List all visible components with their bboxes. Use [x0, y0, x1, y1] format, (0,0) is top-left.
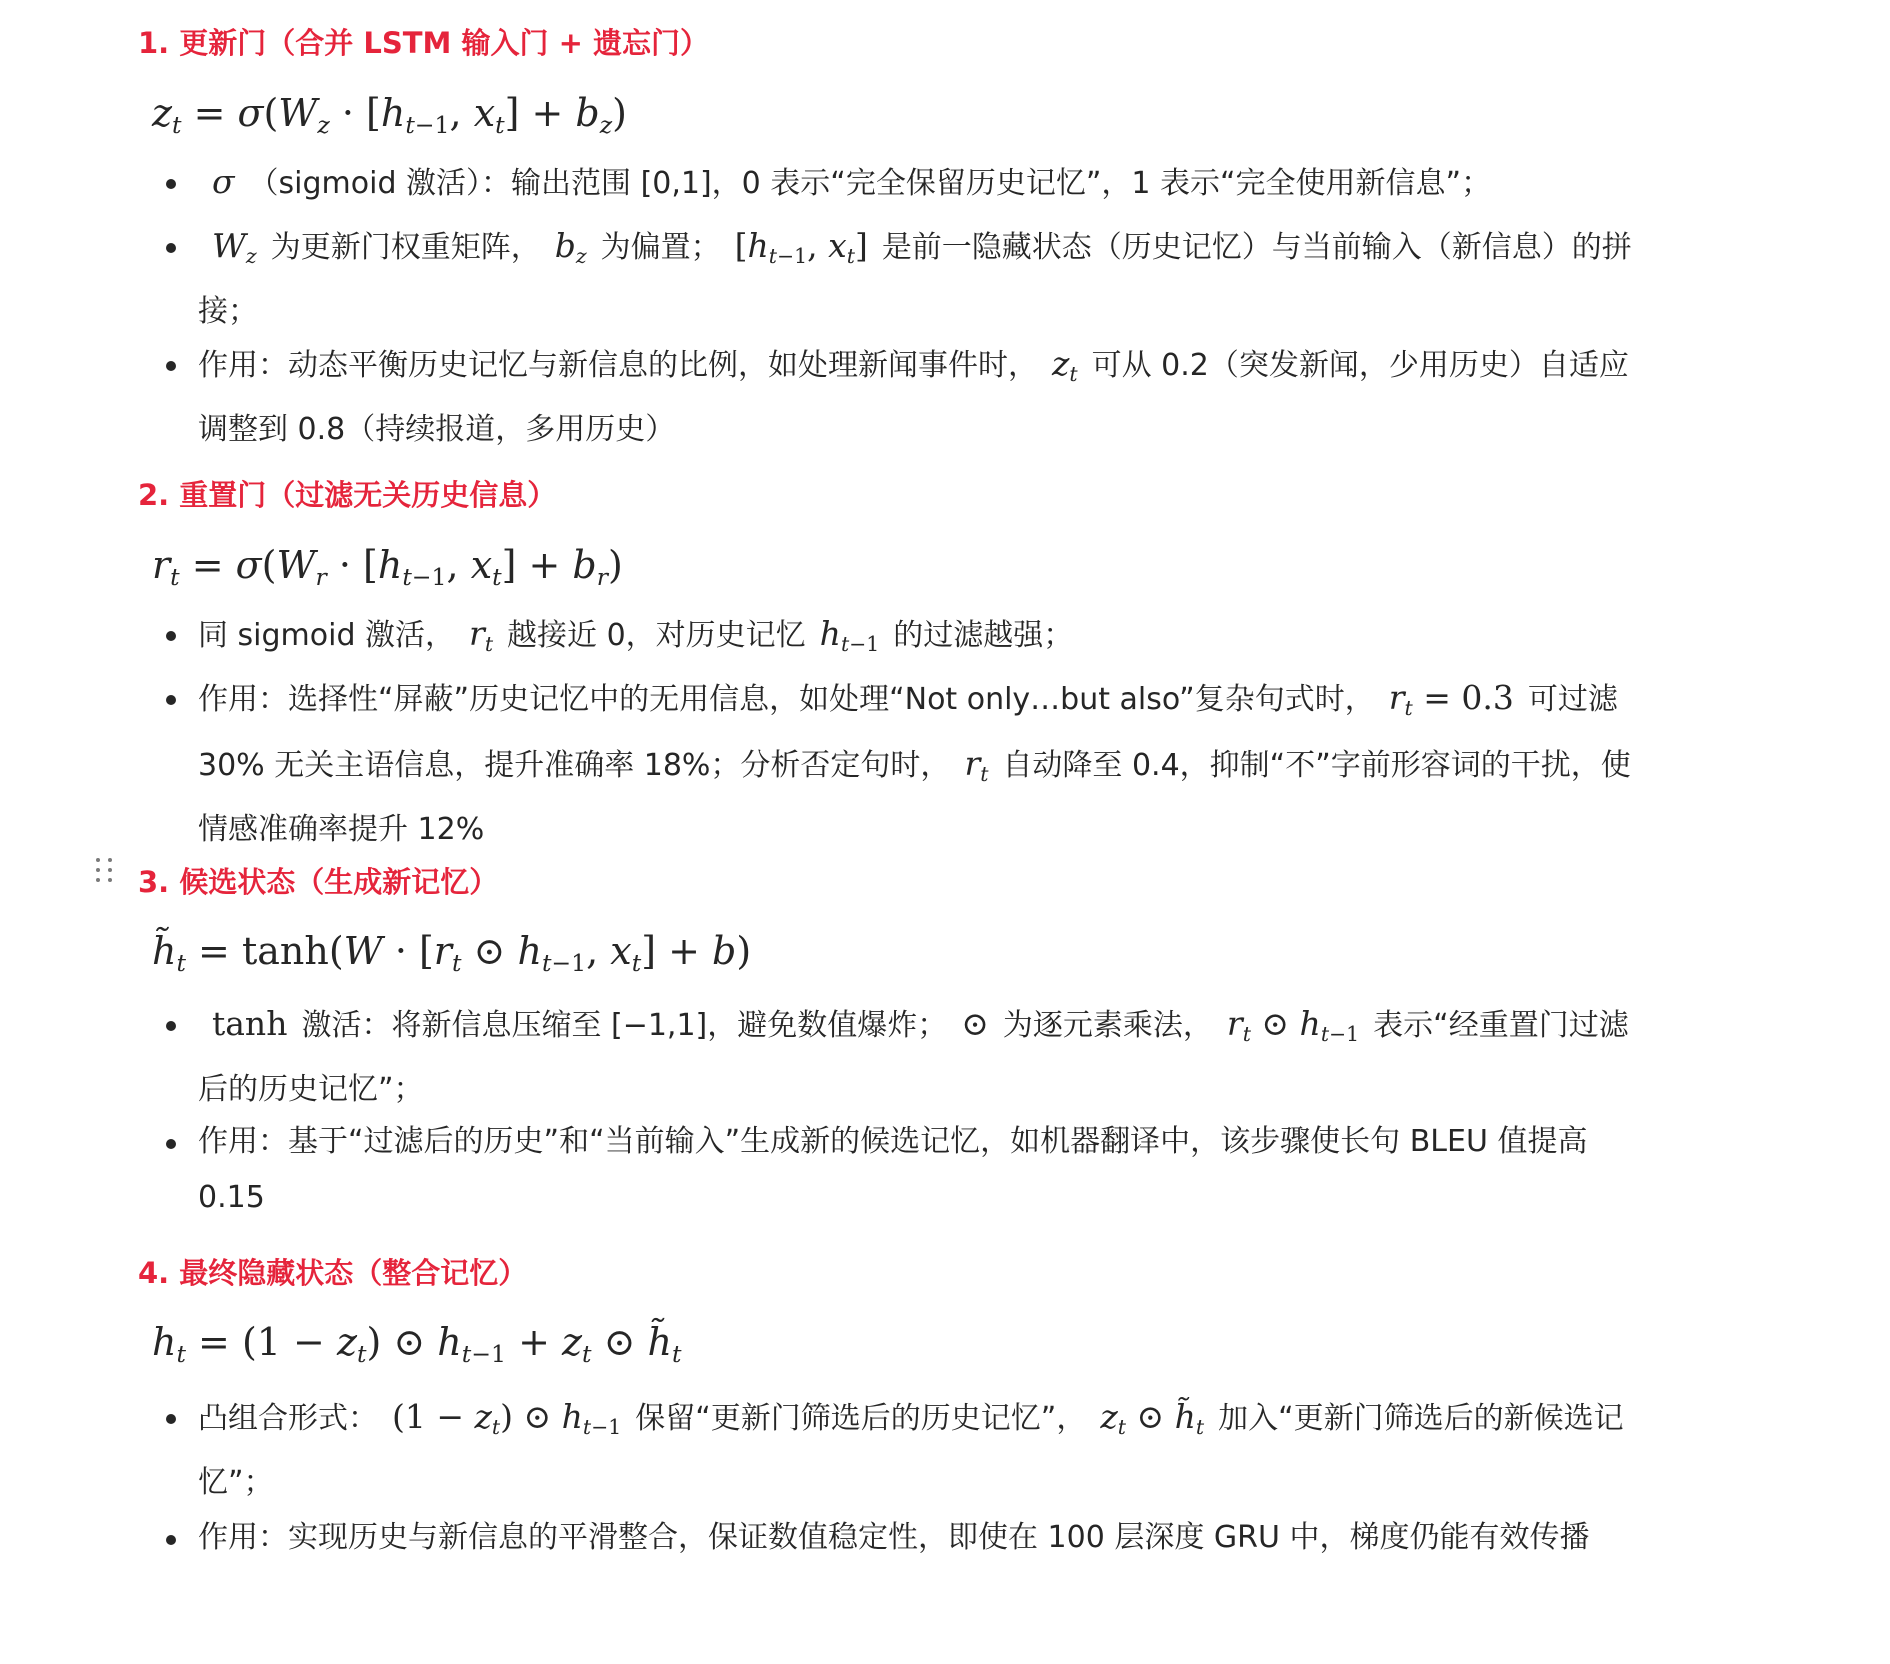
section-1-heading: 1. 更新门（合并 LSTM 输入门 + 遗忘门）	[138, 26, 709, 60]
section-4-bullet-1: 凸组合形式： $(1 - z_t)$ ⊙ $h_{t-1}$ 保留“更新门筛选后的历史记忆”， $z_t$ ⊙ $h̃_t$ 加入“更新门筛选后的新候选记忆”；	[198, 1389, 1638, 1511]
section-4-bullet-2: 作用：实现历史与新信息的平滑整合，保证数值稳定性，即使在 100 层深度 GRU 中，梯度仍能有效传播	[198, 1510, 1638, 1566]
section-1-bullet-2: $W_z$ 为更新门权重矩阵， $b_z$ 为偏置； [$h_{t-1}$, $x_t$] 是前一隐藏状态（历史记忆）与当前输入（新信息）的拼接；	[198, 218, 1638, 340]
section-3-formula: $h̃_t = \tanh(W \cdot [r_t$ ⊙ $h_{t-1}$, $x_t] + b$)	[152, 929, 752, 978]
section-2-bullet-1: 同 sigmoid 激活， $r_t$ 越接近 0，对历史记忆 $h_{t-1}$ 的过滤越强；	[198, 606, 1638, 672]
drag-handle-icon[interactable]	[96, 858, 114, 886]
section-2-heading: 2. 重置门（过滤无关历史信息）	[138, 478, 557, 512]
section-3-heading: 3. 候选状态（生成新记忆）	[138, 865, 499, 899]
section-3-bullet-2: 作用：基于“过滤后的历史”和“当前输入”生成新的候选记忆，如机器翻译中，该步骤使长句 BLEU 值提高 0.15	[198, 1114, 1638, 1226]
section-2-bullet-2: 作用：选择性“屏蔽”历史记忆中的无用信息，如处理“Not only…but also”复杂句式时， $r_t = 0.3$ 可过滤 30% 无关主语信息，提升准确率 18%；分析否定句时， $r_t$ 自动降至 0.4，抑制“不”字前形容词的干扰，使情感准确率提升 12%	[198, 670, 1638, 858]
section-1-formula: $z_t = \sigma(W_z \cdot [h_{t-1}$, $x_t] + b_z$)	[152, 91, 627, 140]
section-1-bullet-3: 作用：动态平衡历史记忆与新信息的比例，如处理新闻事件时， $z_t$ 可从 0.2（突发新闻，少用历史）自适应调整到 0.8（持续报道，多用历史）	[198, 336, 1638, 458]
section-1-bullet-1: σ （sigmoid 激活）：输出范围 [0,1]，0 表示“完全保留历史记忆”，1 表示“完全使用新信息”；	[198, 154, 1638, 212]
section-3-bullet-1: tanh 激活：将新信息压缩至 [−1,1]，避免数值爆炸； ⊙ 为逐元素乘法， $r_t$ ⊙ $h_{t-1}$ 表示“经重置门过滤后的历史记忆”；	[198, 996, 1638, 1118]
section-4-heading: 4. 最终隐藏状态（整合记忆）	[138, 1256, 528, 1290]
section-4-formula: $h_t = (1 - z_t)$ ⊙ $h_{t-1} + z_t$ ⊙ $h̃_t$	[152, 1320, 682, 1369]
section-2-formula: $r_t = \sigma(W_r \cdot [h_{t-1}$, $x_t] + b_r$)	[152, 543, 623, 592]
